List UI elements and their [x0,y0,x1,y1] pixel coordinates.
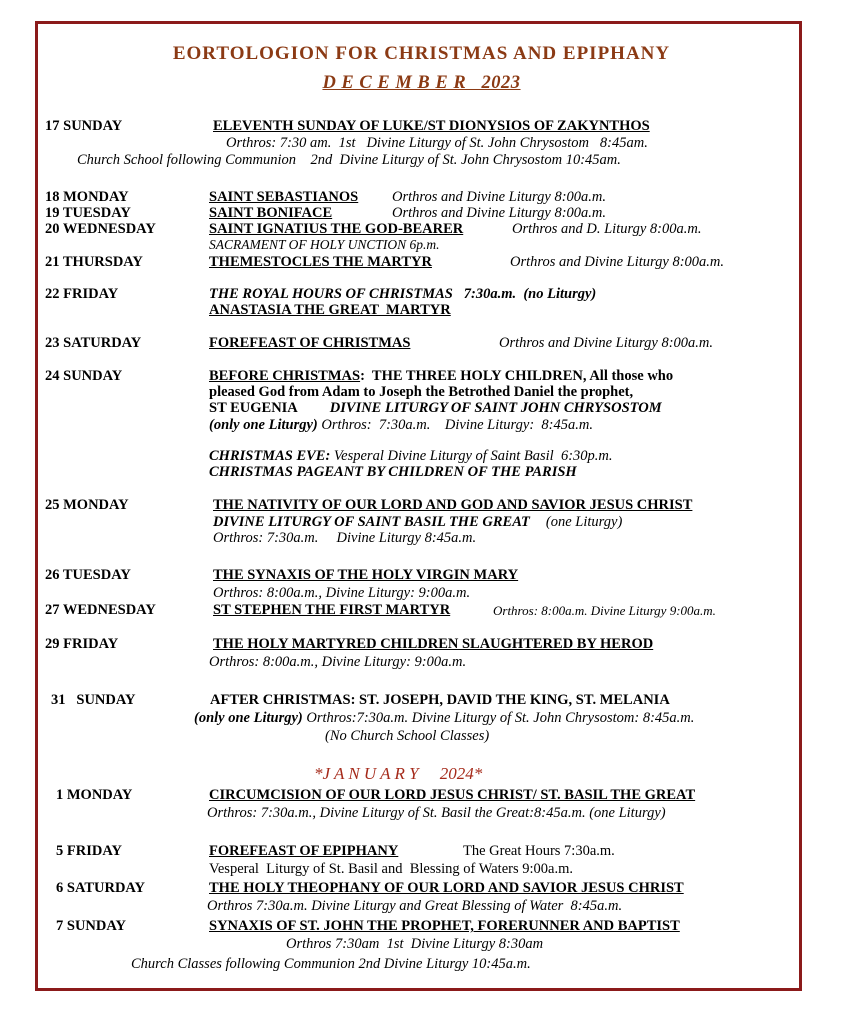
feast-title: THEMESTOCLES THE MARTYR [209,254,432,270]
day-label: 17 SUNDAY [45,118,123,134]
service-times: Church Classes following Communion 2nd Divine Liturgy 10:45a.m. [131,956,531,972]
feast-title: THE ROYAL HOURS OF CHRISTMAS 7:30a.m. (no Liturgy) [209,286,597,302]
service-note: SACRAMENT OF HOLY UNCTION 6p.m. [209,237,440,252]
service-times: DIVINE LITURGY OF SAINT BASIL THE GREAT (one Liturgy) [213,514,623,530]
page-title: EORTOLOGION FOR CHRISTMAS AND EPIPHANY [172,43,671,64]
feast-title: SAINT IGNATIUS THE GOD-BEARER [209,221,464,237]
day-label: 21 THURSDAY [45,254,143,270]
feast-description: CHRISTMAS PAGEANT BY CHILDREN OF THE PARISH [209,464,577,480]
feast-title: FOREFEAST OF CHRISTMAS [209,335,411,351]
service-times: Orthros and Divine Liturgy 8:00a.m. [499,335,714,351]
feast-title: SYNAXIS OF ST. JOHN THE PROPHET, FORERUNNER AND BAPTIST [209,918,680,934]
service-times: Orthros and D. Liturgy 8:00a.m. [512,221,702,237]
feast-title: AFTER CHRISTMAS: ST. JOSEPH, DAVID THE KING, ST. MELANIA [210,692,670,708]
service-times: Orthros: 8:00a.m. Divine Liturgy 9:00a.m. [493,603,716,618]
day-label: 18 MONDAY [45,189,129,205]
feast-title: THE HOLY MARTYRED CHILDREN SLAUGHTERED BY HEROD [213,636,654,652]
feast-title: THE SYNAXIS OF THE HOLY VIRGIN MARY [213,567,519,583]
day-label: 19 TUESDAY [45,205,131,221]
day-label: 20 WEDNESDAY [45,221,156,237]
feast-description: pleased God from Adam to Joseph the Betrothed Daniel the prophet, [209,384,634,400]
day-label: 26 TUESDAY [45,567,131,583]
service-times: The Great Hours 7:30a.m. [463,843,615,859]
service-times: Orthros: 7:30 am. 1st Divine Liturgy of St. John Chrysostom 8:45am. [226,135,648,151]
feast-title: THE NATIVITY OF OUR LORD AND GOD AND SAVIOR JESUS CHRIST [213,497,693,513]
day-label: 6 SATURDAY [56,880,146,896]
day-label: 27 WEDNESDAY [45,602,156,618]
service-times: Vesperal Liturgy of St. Basil and Blessing of Waters 9:00a.m. [209,861,573,877]
day-label: 5 FRIDAY [56,843,122,859]
service-times: Orthros and Divine Liturgy 8:00a.m. [510,254,725,270]
service-times: Orthros and Divine Liturgy 8:00a.m. [392,205,607,221]
day-label: 29 FRIDAY [45,636,119,652]
service-times: Orthros: 7:30a.m. Divine Liturgy 8:45a.m. [213,530,477,546]
day-label: 25 MONDAY [45,497,129,513]
service-note: (No Church School Classes) [325,728,490,744]
day-label: 31 SUNDAY [51,692,136,708]
service-times: (only one Liturgy) Orthros:7:30a.m. Divine Liturgy of St. John Chrysostom: 8:45a.m. [194,710,695,726]
december-heading: D E C E M B E R 2023 [322,73,521,93]
january-heading: *J A N U A R Y 2024* [314,764,483,783]
service-times: Orthros 7:30a.m. Divine Liturgy and Great Blessing of Water 8:45a.m. [207,898,623,914]
service-times: Orthros: 8:00a.m., Divine Liturgy: 9:00a.m. [209,654,467,670]
service-times: Church School following Communion 2nd Divine Liturgy of St. John Chrysostom 10:45am. [77,152,621,168]
service-times: Orthros: 7:30a.m., Divine Liturgy of St. Basil the Great:8:45a.m. (one Liturgy) [207,805,666,821]
feast-title: ST STEPHEN THE FIRST MARTYR [213,602,451,618]
service-times: (only one Liturgy) Orthros: 7:30a.m. Divine Liturgy: 8:45a.m. [209,417,593,433]
day-label: 7 SUNDAY [56,918,126,934]
feast-title: SAINT SEBASTIANOS [209,189,359,205]
feast-description: ST EUGENIA DIVINE LITURGY OF SAINT JOHN CHRYSOSTOM [209,400,662,416]
feast-title: ELEVENTH SUNDAY OF LUKE/ST DIONYSIOS OF ZAKYNTHOS [213,118,650,134]
day-label: 24 SUNDAY [45,368,123,384]
feast-title: SAINT BONIFACE [209,205,333,221]
day-label: 1 MONDAY [56,787,133,803]
feast-title: CIRCUMCISION OF OUR LORD JESUS CHRIST/ ST. BASIL THE GREAT [209,787,696,803]
day-label: 22 FRIDAY [45,286,119,302]
feast-title: BEFORE CHRISTMAS: THE THREE HOLY CHILDREN, All those who [209,368,674,384]
feast-title: FOREFEAST OF EPIPHANY [209,843,399,859]
service-times: Orthros and Divine Liturgy 8:00a.m. [392,189,607,205]
service-times: CHRISTMAS EVE: Vesperal Divine Liturgy of Saint Basil 6:30p.m. [209,448,613,464]
day-label: 23 SATURDAY [45,335,142,351]
service-times: Orthros: 8:00a.m., Divine Liturgy: 9:00a.m. [213,585,471,601]
feast-title: THE HOLY THEOPHANY OF OUR LORD AND SAVIOR JESUS CHRIST [209,880,684,896]
feast-title: ANASTASIA THE GREAT MARTYR [209,302,451,318]
service-times: Orthros 7:30am 1st Divine Liturgy 8:30am [286,936,544,952]
